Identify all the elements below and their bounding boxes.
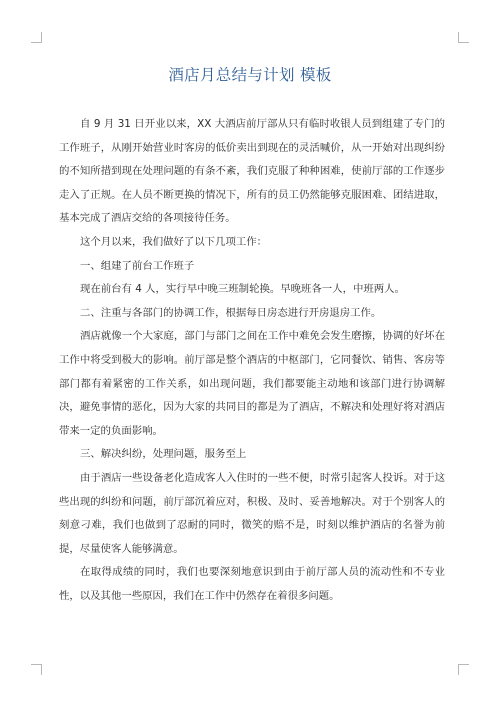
- heading-section-3: 三、解决纠纷，处理问题，服务至上: [80, 448, 247, 461]
- paragraph-section-2: 酒店就像一个大家庭，部门与部门之间在工作中难免会发生磨擦，协调的好坏在工作中将受到极大的影响。前厅部是整个酒店的中枢部门，它同餐饮、销售、客房等部门都有着紧密的工作关系，如出现问题，我们都要能主动地和该部门进行协调解决，避免事情的恶化，因为大家的共同目的都是为了酒店，不解决和处理好将对酒店带来一定的负面影响。: [59, 330, 445, 437]
- paragraph-section-1: 现在前台有 4 人，实行早中晚三班制轮换。早晚班各一人，中班两人。: [80, 283, 405, 296]
- paragraph-section-3: 由于酒店一些设备老化造成客人入住时的一些不便，时常引起客人投诉。对于这些出现的纠纷和问题，前厅部沉着应对，积极、及时、妥善地解决。对于个别客人的刻意刁难，我们也做到了忍耐的同时，微笑的赔不是，时刻以维护酒店的名誉为前提，尽量使客人能够满意。: [59, 471, 445, 555]
- crop-mark-bottom-right: [458, 664, 469, 675]
- document-body: [59, 113, 445, 608]
- heading-section-1: 一、组建了前台工作班子: [80, 259, 195, 272]
- paragraph-problems: 在取得成绩的同时，我们也要深刻地意识到由于前厅部人员的流动性和不专业性，以及其他一些原因，我们在工作中仍然存在着很多问题。: [59, 566, 445, 602]
- paragraph-intro: 自 9 月 31 日开业以来，XX 大酒店前厅部从只有临时收银人员到组建了专门的工作班子，从刚开始营业时客房的低价卖出到现在的灵活喊价，从一开始对出现纠纷的不知所措到现在处理问题的有条不紊，我们克服了种种困难，使前厅部的工作逐步走入了正规。在人员不断更换的情况下，所有的员工仍然能够克服困难、团结进取，基本完成了酒店交给的各项接待任务。: [59, 118, 445, 225]
- document-title: 酒店月总结与计划 模板: [168, 66, 332, 84]
- crop-mark-bottom-left: [31, 664, 42, 675]
- heading-section-2: 二、注重与各部门的协调工作，根据每日房态进行开房退房工作。: [80, 306, 382, 319]
- paragraph-work-summary-lead: 这个月以来，我们做好了以下几项工作：: [80, 235, 268, 248]
- crop-mark-top-right: [458, 32, 469, 43]
- crop-mark-top-left: [31, 32, 42, 43]
